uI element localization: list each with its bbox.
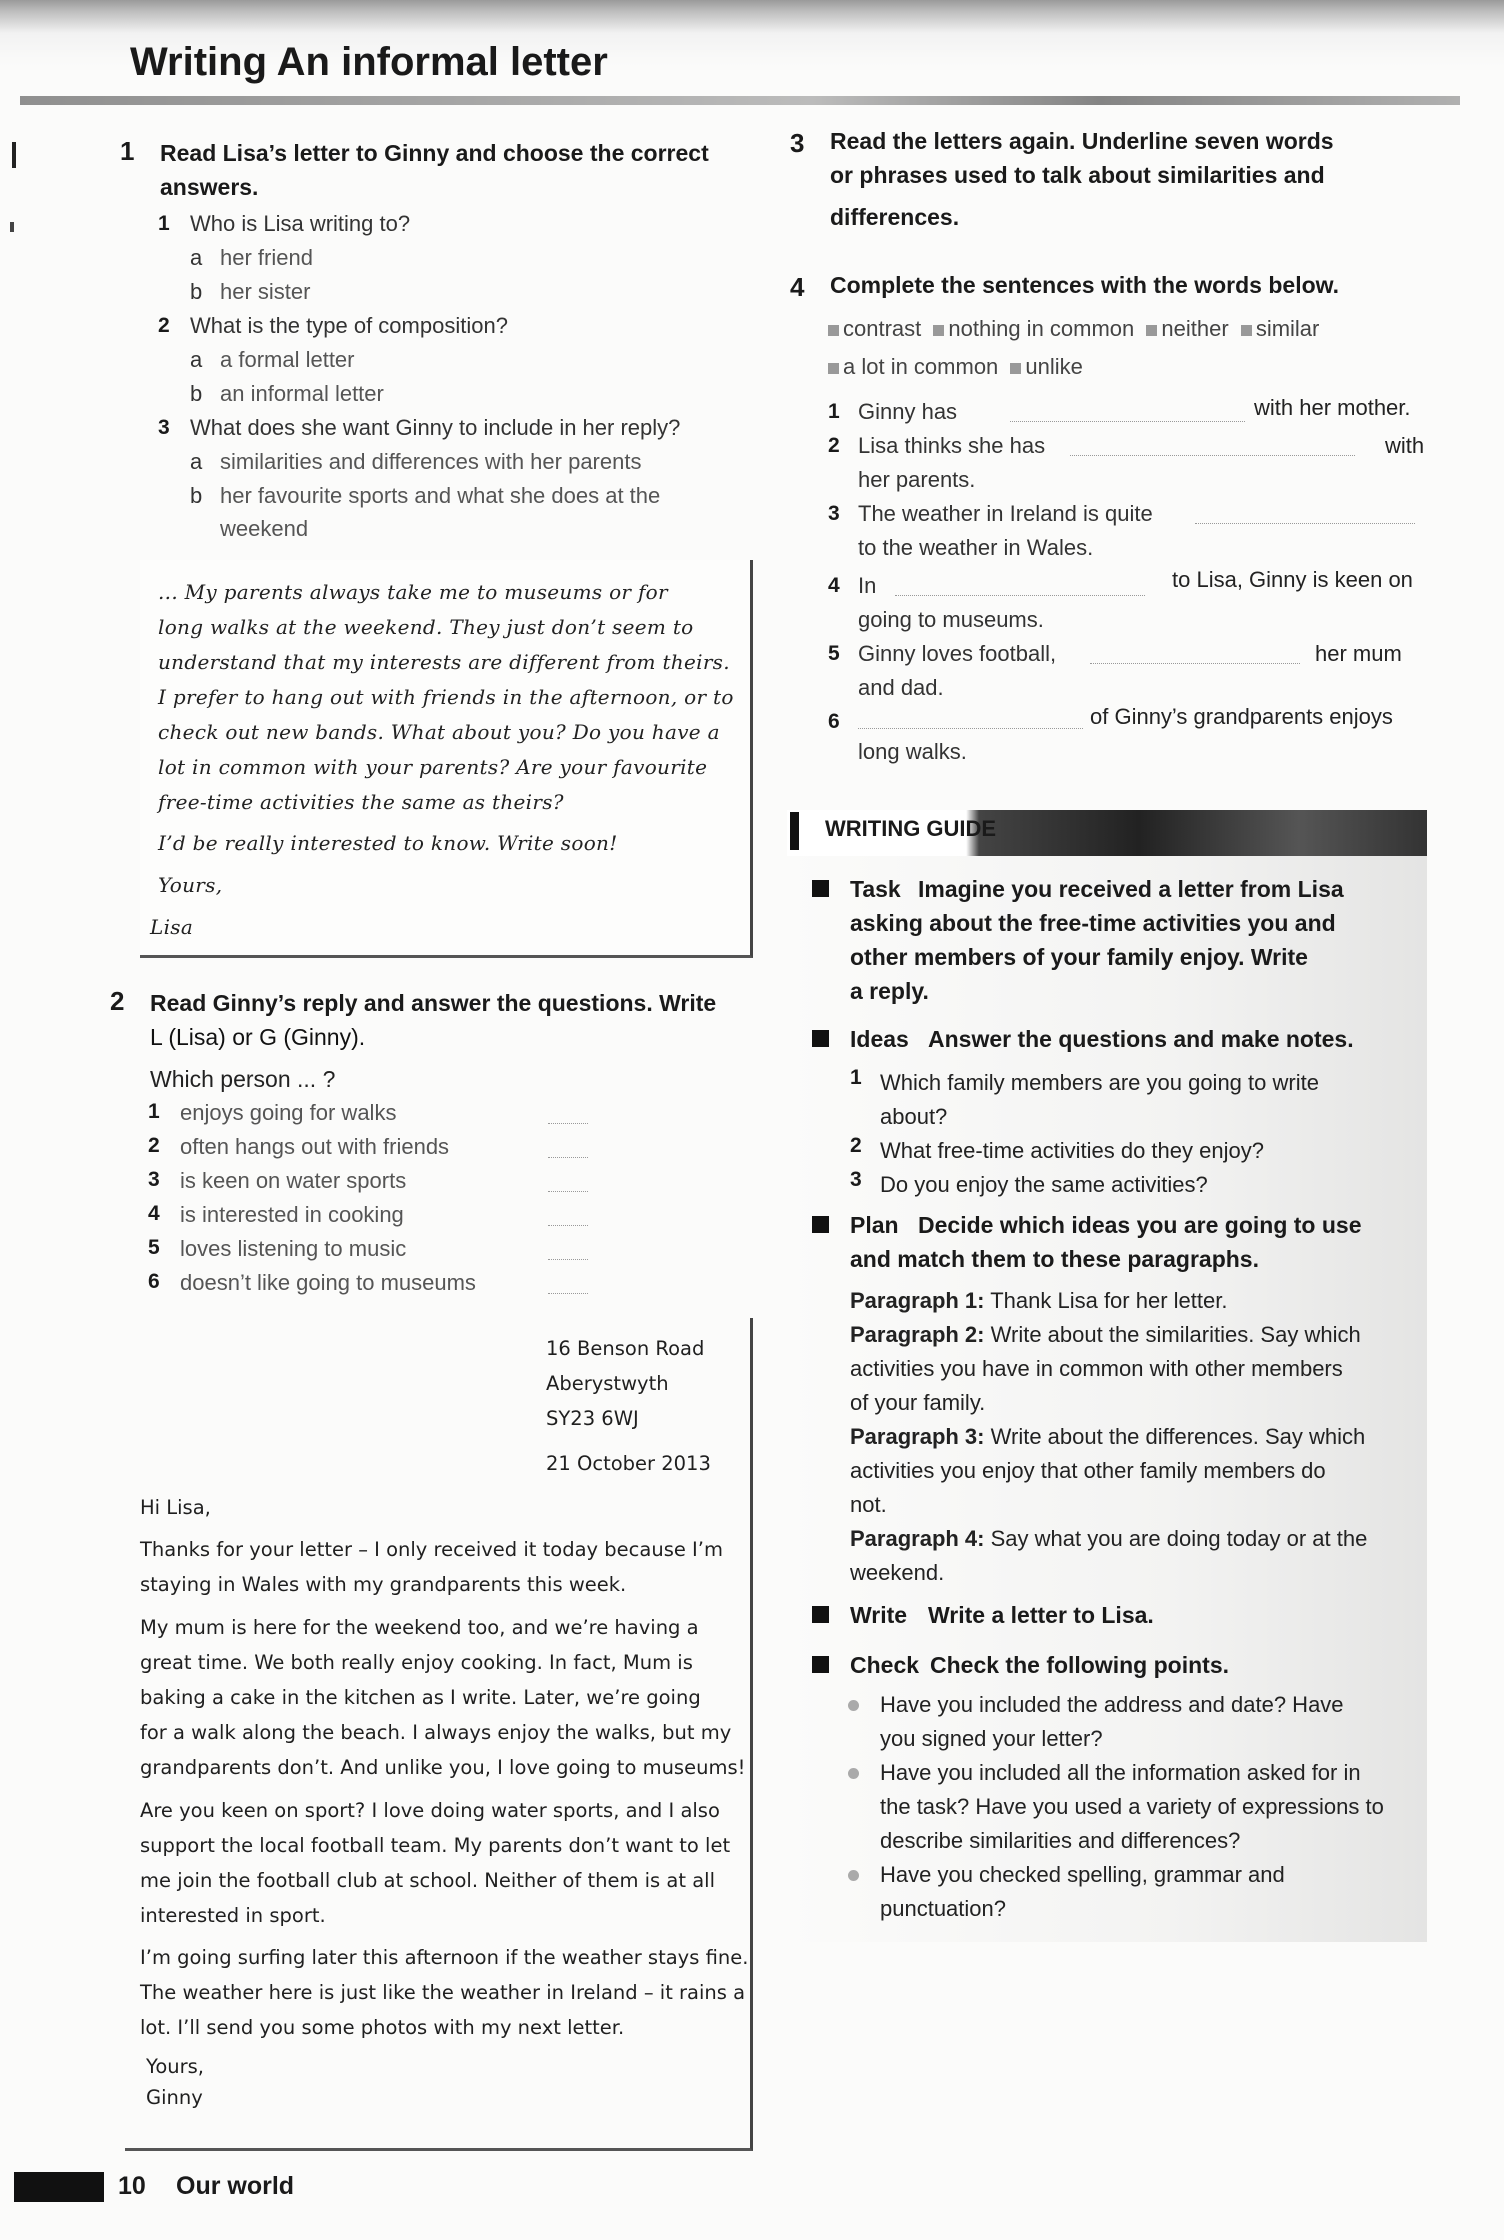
ex2-item-num: 6 — [148, 1270, 160, 1293]
ex2-item-num: 1 — [148, 1100, 160, 1123]
ex4-sentence-text: her mum — [1315, 641, 1402, 666]
check-item-text: the task? Have you used a variety of expressions to — [880, 1794, 1384, 1819]
answer-blank[interactable] — [548, 1292, 588, 1294]
ex1-q-num: 2 — [158, 314, 170, 337]
answer-blank[interactable] — [858, 727, 1083, 729]
paragraph-text: not. — [850, 1492, 887, 1517]
paragraph-line — [850, 1318, 1361, 1352]
guide-marker — [790, 812, 799, 850]
answer-blank[interactable] — [548, 1156, 588, 1158]
answer-blank[interactable] — [548, 1224, 588, 1226]
guide-question-num: 3 — [850, 1168, 862, 1191]
ex4-sentence-text: Ginny has — [858, 399, 958, 424]
lisa-letter-line: ... My parents always take me to museums or for — [158, 580, 668, 604]
letter-line: for a walk along the beach. I always enjoy the walks, but my — [140, 1721, 732, 1744]
margin-mark — [10, 222, 14, 232]
check-item-text: Have you included all the information asked for in — [880, 1760, 1361, 1785]
ex1-q-text: What is the type of composition? — [190, 313, 508, 338]
letter-line: great time. We both really enjoy cooking. In fact, Mum is — [140, 1651, 693, 1674]
title-rule — [20, 96, 1460, 105]
answer-blank[interactable] — [548, 1258, 588, 1260]
bullet-dot-icon — [848, 1768, 859, 1779]
word-bank-item: similar — [1255, 316, 1320, 341]
ex1-q-num: 3 — [158, 416, 170, 439]
ex1-q-num: 1 — [158, 212, 170, 235]
lisa-letter-closing: I’d be really interested to know. Write soon! — [158, 831, 618, 855]
guide-question-text: What free-time activities do they enjoy? — [880, 1138, 1264, 1163]
lisa-letter-line: lot in common with your parents? Are your favourite — [158, 755, 708, 779]
guide-question-text: Do you enjoy the same activities? — [880, 1172, 1208, 1197]
letter-name: Ginny — [146, 2086, 203, 2109]
guide-write-text: Write a letter to Lisa. — [928, 1602, 1154, 1628]
bullet-square-icon — [812, 1216, 829, 1233]
word-bank-item: unlike — [1025, 354, 1083, 379]
paragraph-text: Write about the similarities. Say which — [990, 1322, 1361, 1347]
ex4-sentence-num: 6 — [828, 710, 840, 733]
answer-blank[interactable] — [1070, 454, 1355, 456]
ex4-sentence-text: long walks. — [858, 739, 967, 764]
margin-mark — [12, 142, 16, 168]
ex2-item-text: loves listening to music — [180, 1236, 407, 1261]
ex2-prompt: Which person ... ? — [150, 1066, 336, 1092]
bullet-dot-icon — [848, 1870, 859, 1881]
letter-line: grandparents don’t. And unlike you, I love going to museums! — [140, 1756, 746, 1779]
address-line: Aberystwyth — [546, 1372, 669, 1395]
bullet-dot-icon — [848, 1700, 859, 1711]
letter-line: lot. I’ll send you some photos with my next letter. — [140, 2016, 625, 2039]
ex2-item-text: doesn’t like going to museums — [180, 1270, 476, 1295]
ex1-option-text: her favourite sports and what she does at the — [220, 483, 661, 508]
lisa-letter-line: I prefer to hang out with friends in the afternoon, or to — [158, 685, 734, 709]
ex2-item-text: is interested in cooking — [180, 1202, 404, 1227]
ex1-option-text: her sister — [220, 279, 311, 304]
ex4-sentence-text: with her mother. — [1254, 395, 1411, 420]
answer-blank[interactable] — [548, 1122, 588, 1124]
lisa-letter-signoff: Yours, — [158, 873, 223, 897]
paragraph-label: Paragraph 1: — [850, 1288, 985, 1313]
letter-line: I’m going surfing later this afternoon if the weather stays fine. — [140, 1946, 749, 1969]
letter-line: support the local football team. My parents don’t want to let — [140, 1834, 731, 1857]
ex3-instruction: or phrases used to talk about similarities and — [830, 162, 1325, 188]
ex1-instruction: Read Lisa’s letter to Ginny and choose the correct — [160, 140, 709, 166]
guide-task-text: other members of your family enjoy. Write — [850, 944, 1308, 970]
guide-task-text: Imagine you received a letter from Lisa — [918, 876, 1344, 902]
ex3-instruction: Read the letters again. Underline seven words — [830, 128, 1334, 154]
check-item-text: you signed your letter? — [880, 1726, 1103, 1751]
word-bank-item: nothing in common — [948, 316, 1135, 341]
guide-question-text: Which family members are you going to write — [880, 1070, 1319, 1095]
bullet-square-icon — [933, 325, 944, 336]
lisa-letter-line: check out new bands. What about you? Do you have a — [158, 720, 720, 744]
ex4-instruction: Complete the sentences with the words below. — [830, 272, 1340, 298]
answer-blank[interactable] — [1010, 420, 1245, 422]
word-bank-item: neither — [1161, 316, 1229, 341]
letter-line: My mum is here for the weekend too, and we’re having a — [140, 1616, 699, 1639]
guide-plan-label: Plan — [850, 1212, 899, 1238]
ex4-sentence-text: Lisa thinks she has — [858, 433, 1046, 458]
paragraph-line — [850, 1284, 1227, 1318]
footer-bar — [14, 2172, 104, 2202]
paragraph-label: Paragraph 3: — [850, 1424, 985, 1449]
ex4-number: 4 — [790, 272, 805, 302]
ex4-sentence-text: The weather in Ireland is quite — [858, 501, 1153, 526]
ex4-sentence-num: 2 — [828, 434, 840, 457]
paragraph-line — [850, 1420, 1365, 1454]
guide-question-num: 1 — [850, 1066, 862, 1089]
ex2-item-text: often hangs out with friends — [180, 1134, 450, 1159]
guide-check-text: Check the following points. — [930, 1652, 1229, 1678]
address-line: 16 Benson Road — [546, 1337, 705, 1360]
ex4-sentence-text: Ginny loves football, — [858, 641, 1057, 666]
ex1-option-letter: b — [190, 483, 203, 508]
letter-line: interested in sport. — [140, 1904, 326, 1927]
ex1-option-text: weekend — [220, 516, 309, 541]
bullet-square-icon — [1010, 363, 1021, 374]
letter-line: Thanks for your letter – I only received it today because I’m — [140, 1538, 723, 1561]
answer-blank[interactable] — [1195, 522, 1415, 524]
paragraph-text: Thank Lisa for her letter. — [990, 1288, 1228, 1313]
letter-line: Are you keen on sport? I love doing water sports, and I also — [140, 1799, 720, 1822]
ex1-option-text: her friend — [220, 245, 313, 270]
ex4-sentence-text: going to museums. — [858, 607, 1044, 632]
paragraph-line — [850, 1522, 1367, 1556]
paragraph-label: Paragraph 4: — [850, 1526, 985, 1551]
bullet-square-icon — [812, 1606, 829, 1623]
check-item-text: describe similarities and differences? — [880, 1828, 1241, 1853]
guide-ideas-label: Ideas — [850, 1026, 909, 1052]
bullet-square-icon — [828, 363, 839, 374]
ex1-option-letter: b — [190, 381, 203, 406]
check-item-text: Have you included the address and date? Have — [880, 1692, 1344, 1717]
paragraph-text: Say what you are doing today or at the — [990, 1526, 1368, 1551]
ex1-q-text: Who is Lisa writing to? — [190, 211, 411, 236]
bullet-square-icon — [812, 1656, 829, 1673]
paragraph-text: of your family. — [850, 1390, 986, 1415]
ex4-sentence-num: 5 — [828, 642, 840, 665]
address-line: SY23 6WJ — [546, 1407, 639, 1430]
ex4-sentence-text: to the weather in Wales. — [858, 535, 1094, 560]
ex4-sentence-num: 1 — [828, 400, 840, 423]
ex4-sentence-text: with — [1385, 433, 1425, 458]
letter-greeting: Hi Lisa, — [140, 1496, 211, 1519]
ex1-option-text: a formal letter — [220, 347, 355, 372]
ex1-q-text: What does she want Ginny to include in her reply? — [190, 415, 681, 440]
ex4-sentence-text: her parents. — [858, 467, 976, 492]
unit-title: Our world — [176, 2172, 295, 2200]
paragraph-text: activities you enjoy that other family members do — [850, 1458, 1326, 1483]
guide-task-text: asking about the free-time activities you and — [850, 910, 1336, 936]
bullet-square-icon — [812, 1030, 829, 1047]
bullet-square-icon — [828, 325, 839, 336]
letter-line: The weather here is just like the weather in Ireland – it rains a — [140, 1981, 746, 2004]
ex1-option-text: an informal letter — [220, 381, 384, 406]
word-bank — [828, 310, 1319, 347]
bullet-square-icon — [1241, 325, 1252, 336]
ex2-number: 2 — [110, 986, 125, 1016]
paragraph-text: Write about the differences. Say which — [990, 1424, 1366, 1449]
letter-line: baking a cake in the kitchen as I write. Later, we’re going — [140, 1686, 701, 1709]
paragraph-label: Paragraph 2: — [850, 1322, 985, 1347]
answer-blank[interactable] — [1090, 662, 1300, 664]
ex4-sentence-text: and dad. — [858, 675, 944, 700]
check-item-text: punctuation? — [880, 1896, 1006, 1921]
page-number: 10 — [118, 2172, 146, 2200]
paragraph-text: activities you have in common with other members — [850, 1356, 1343, 1381]
word-bank — [828, 348, 1083, 385]
page-title: Writing An informal letter — [130, 40, 608, 84]
ex4-sentence-num: 4 — [828, 574, 840, 597]
word-bank-item: contrast — [843, 316, 922, 341]
letter-signoff: Yours, — [146, 2055, 204, 2078]
guide-ideas-text: Answer the questions and make notes. — [928, 1026, 1354, 1052]
guide-title: WRITING GUIDE — [825, 816, 997, 841]
guide-write-label: Write — [850, 1602, 908, 1628]
ex2-item-num: 5 — [148, 1236, 160, 1259]
ex4-sentence-text: to Lisa, Ginny is keen on — [1172, 567, 1413, 592]
ex1-option-text: similarities and differences with her parents — [220, 449, 642, 474]
word-bank-item: a lot in common — [843, 354, 999, 379]
paragraph-text: weekend. — [850, 1560, 945, 1585]
ex1-option-letter: a — [190, 449, 203, 474]
ex2-item-num: 2 — [148, 1134, 160, 1157]
guide-plan-text: and match them to these paragraphs. — [850, 1246, 1259, 1272]
lisa-letter-line: free-time activities the same as theirs? — [158, 790, 564, 814]
ex4-sentence-num: 3 — [828, 502, 840, 525]
ex3-number: 3 — [790, 128, 805, 158]
ex2-instruction: Read Ginny’s reply and answer the questions. Write — [150, 990, 717, 1016]
answer-blank[interactable] — [548, 1190, 588, 1192]
ex1-option-letter: a — [190, 245, 203, 270]
ex2-item-num: 4 — [148, 1202, 160, 1225]
check-item-text: Have you checked spelling, grammar and — [880, 1862, 1285, 1887]
ex1-number: 1 — [120, 136, 135, 166]
letter-line: staying in Wales with my grandparents this week. — [140, 1573, 627, 1596]
lisa-letter-name: Lisa — [150, 915, 194, 939]
bullet-square-icon — [1146, 325, 1157, 336]
ex2-instruction: L (Lisa) or G (Ginny). — [150, 1024, 366, 1050]
ex2-item-text: is keen on water sports — [180, 1168, 407, 1193]
guide-plan-text: Decide which ideas you are going to use — [918, 1212, 1362, 1238]
guide-check-label: Check — [850, 1652, 920, 1678]
lisa-letter-line: long walks at the weekend. They just don’t seem to — [158, 615, 694, 639]
guide-task-label: Task — [850, 876, 901, 902]
letter-line: me join the football club at school. Neither of them is at all — [140, 1869, 715, 1892]
ex2-item-text: enjoys going for walks — [180, 1100, 397, 1125]
bullet-square-icon — [812, 880, 829, 897]
guide-question-num: 2 — [850, 1134, 862, 1157]
ex1-option-letter: a — [190, 347, 203, 372]
ex1-option-letter: b — [190, 279, 203, 304]
letter-date: 21 October 2013 — [546, 1452, 711, 1475]
ex4-sentence-text: In — [858, 573, 877, 598]
ex1-instruction: answers. — [160, 174, 259, 200]
answer-blank[interactable] — [895, 594, 1145, 596]
guide-question-text: about? — [880, 1104, 948, 1129]
ex4-sentence-text: of Ginny’s grandparents enjoys — [1090, 704, 1393, 729]
ex2-item-num: 3 — [148, 1168, 160, 1191]
ex3-instruction: differences. — [830, 204, 960, 230]
lisa-letter-line: understand that my interests are different from theirs. — [158, 650, 730, 674]
guide-task-text: a reply. — [850, 978, 929, 1004]
